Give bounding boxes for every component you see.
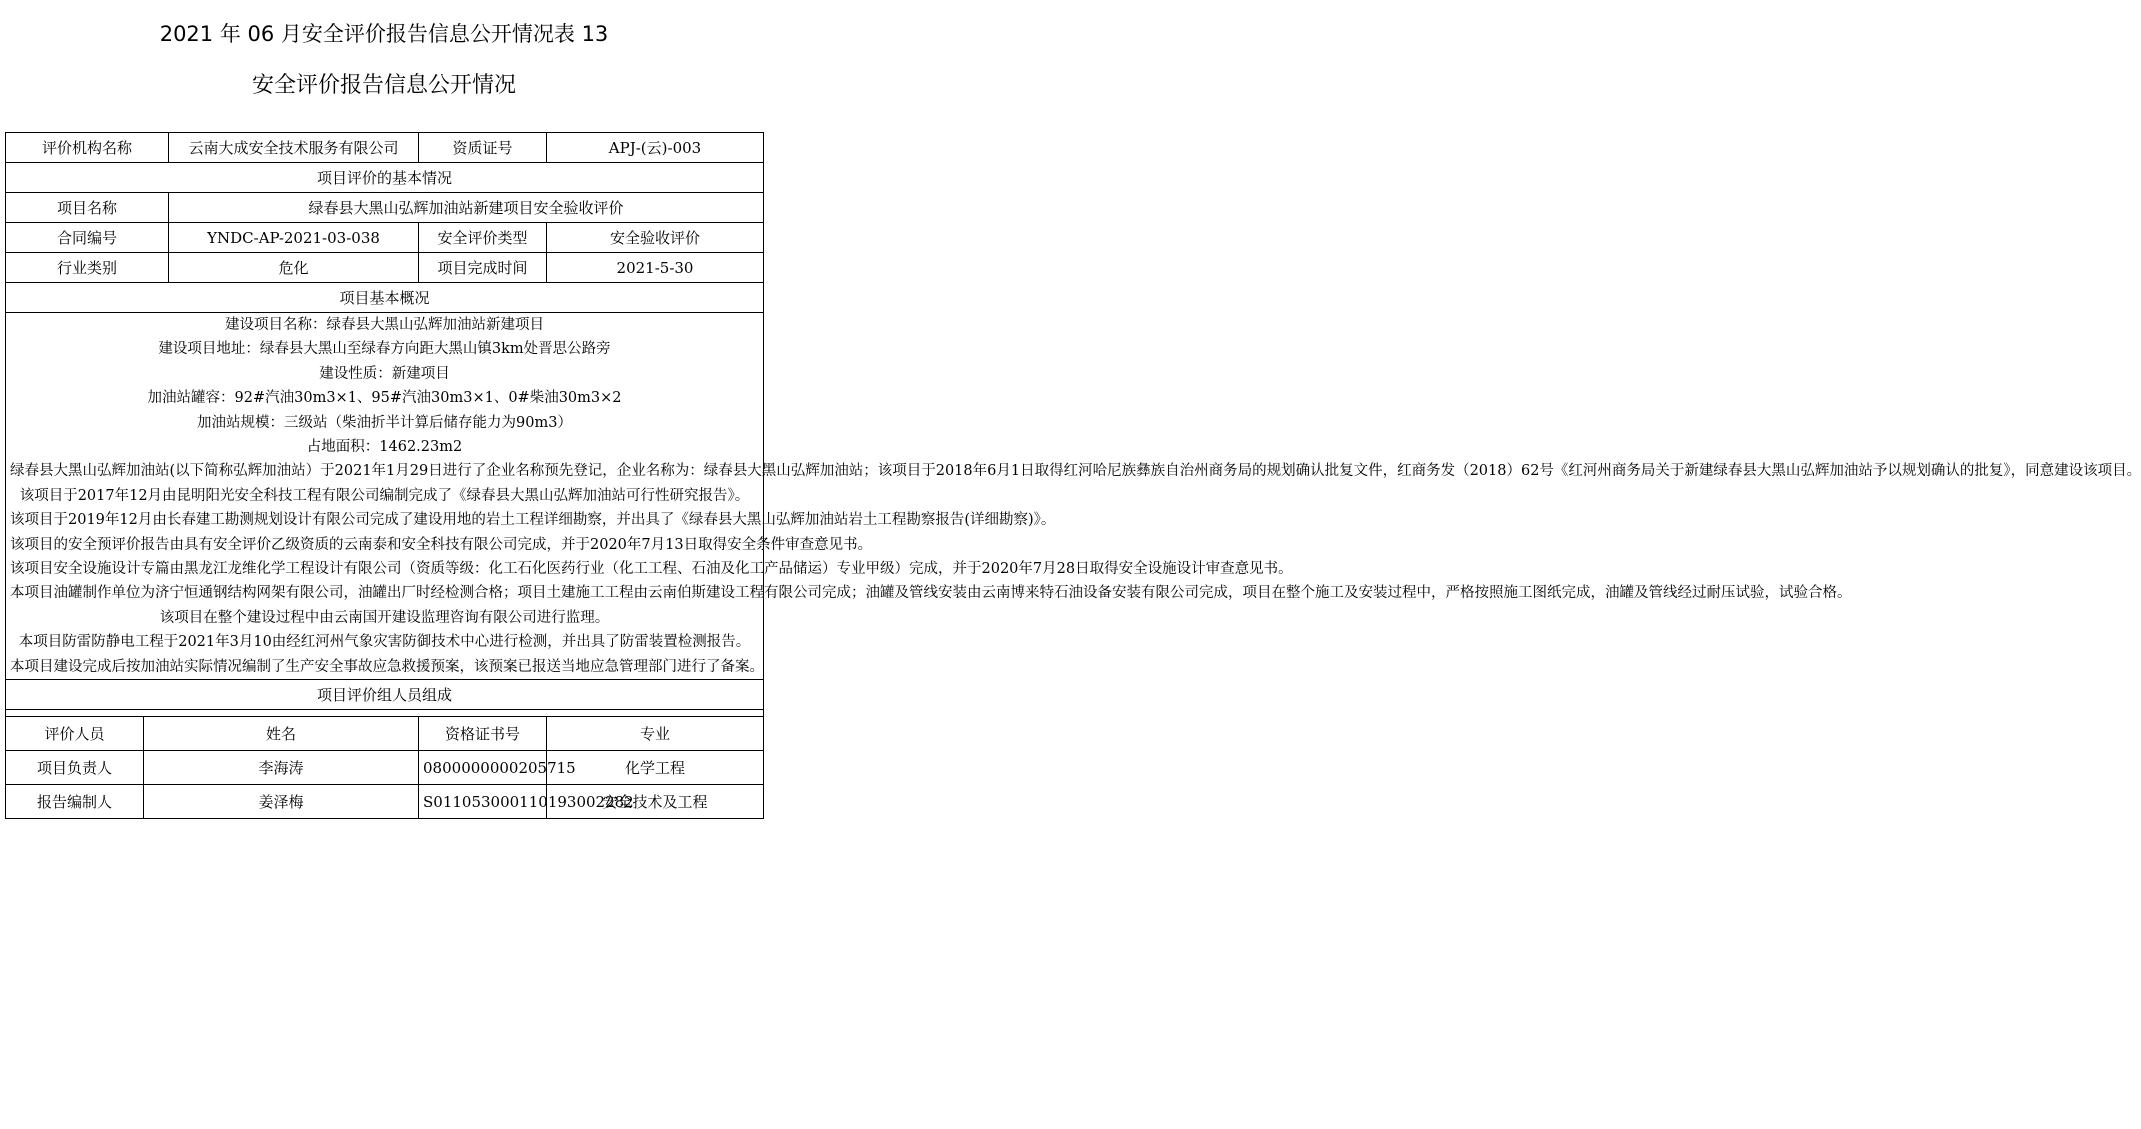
contract-row — [6, 223, 764, 253]
overview-paragraph: 占地面积：1462.23m2 — [306, 439, 463, 456]
page-subtitle: 安全评价报告信息公开情况 — [251, 73, 516, 98]
org-label: 评价机构名称 — [6, 133, 169, 163]
eval-type-label: 安全评价类型 — [419, 223, 547, 253]
team-header-row — [6, 717, 764, 751]
overview-paragraph: 加油站规模：三级站（柴油折半计算后储存能力为90m3） — [197, 414, 572, 431]
basic-section-title: 项目评价的基本情况 — [6, 163, 764, 193]
industry-label: 行业类别 — [6, 253, 169, 283]
overview-paragraph: 本项目建设完成后按加油站实际情况编制了生产安全事故应急救援预案，该预案已报送当地应急管理部门进行了备案。 — [10, 658, 764, 675]
org-value: 云南大成安全技术服务有限公司 — [169, 133, 419, 163]
project-name-row — [6, 193, 764, 223]
contract-label: 合同编号 — [6, 223, 169, 253]
team-role: 项目负责人 — [6, 751, 144, 785]
team-cert: 0800000000205715 — [419, 751, 547, 785]
team-major: 化学工程 — [547, 751, 764, 785]
overview-paragraph: 建设项目地址：绿春县大黑山至绿春方向距大黑山镇3km处晋思公路旁 — [158, 341, 611, 358]
overview-section-title: 项目基本概况 — [6, 283, 764, 313]
disclosure-table — [5, 132, 2141, 819]
page-title: 2021 年 06 月安全评价报告信息公开情况表 13 — [159, 22, 609, 46]
overview-paragraph: 建设项目名称：绿春县大黑山弘辉加油站新建项目 — [225, 317, 544, 333]
overview-paragraph: 该项目于2019年12月由长春建工勘测规划设计有限公司完成了建设用地的岩土工程详细勘察，并出具了《绿春县大黑山弘辉加油站岩土工程勘察报告(详细勘察)》。 — [10, 512, 1056, 529]
finish-value: 2021-5-30 — [547, 253, 764, 283]
cert-label: 资质证号 — [419, 133, 547, 163]
team-name: 李海涛 — [144, 751, 419, 785]
contract-value: YNDC-AP-2021-03-038 — [169, 223, 419, 253]
eval-type-value: 安全验收评价 — [547, 223, 764, 253]
overview-paragraph: 绿春县大黑山弘辉加油站(以下简称弘辉加油站）于2021年1月29日进行了企业名称预先登记，企业名称为：绿春县大黑山弘辉加油站；该项目于2018年6月1日取得红河哈尼族彝族自治州商务局的规划确认批复文件，红商务发（2018）62号《红河州商务局关于新建绿春县大黑山弘辉加油站予以规划确认的批复》，同意建设该项目。 — [10, 463, 2141, 480]
team-spacer — [6, 710, 764, 717]
team-section-title: 项目评价组人员组成 — [6, 680, 764, 710]
team-header-major: 专业 — [547, 717, 764, 751]
cert-value: APJ-(云)-003 — [547, 133, 764, 163]
industry-row — [6, 253, 764, 283]
table-row — [6, 751, 764, 785]
project-name-value: 绿春县大黑山弘辉加油站新建项目安全验收评价 — [169, 193, 764, 223]
industry-value: 危化 — [169, 253, 419, 283]
overview-content — [6, 313, 2141, 680]
finish-label: 项目完成时间 — [419, 253, 547, 283]
overview-paragraph: 本项目油罐制作单位为济宁恒通钢结构网架有限公司，油罐出厂时经检测合格；项目土建施工工程由云南伯斯建设工程有限公司完成；油罐及管线安装由云南博来特石油设备安装有限公司完成，项目在整个施工及安装过程中，严格按照施工图纸完成，油罐及管线经过耐压试验，试验合格。 — [10, 585, 1852, 602]
overview-paragraph: 本项目防雷防静电工程于2021年3月10由经红河州气象灾害防御技术中心进行检测，并出具了防雷装置检测报告。 — [18, 634, 751, 651]
table-row — [6, 785, 764, 819]
team-major: 安全技术及工程 — [547, 785, 764, 819]
org-row — [6, 133, 764, 163]
team-cert: S011053000110193002282 — [419, 785, 547, 819]
team-role: 报告编制人 — [6, 785, 144, 819]
team-header-name: 姓名 — [144, 717, 419, 751]
overview-paragraph: 该项目的安全预评价报告由具有安全评价乙级资质的云南泰和安全科技有限公司完成，并于2020年7月13日取得安全条件审查意见书。 — [10, 536, 873, 553]
team-name: 姜泽梅 — [144, 785, 419, 819]
team-header-cert: 资格证书号 — [419, 717, 547, 751]
team-header-role: 评价人员 — [6, 717, 144, 751]
overview-paragraph: 建设性质：新建项目 — [319, 365, 450, 382]
overview-paragraph: 该项目于2017年12月由昆明阳光安全科技工程有限公司编制完成了《绿春县大黑山弘辉加油站可行性研究报告》。 — [19, 487, 750, 504]
project-name-label: 项目名称 — [6, 193, 169, 223]
overview-paragraph: 该项目安全设施设计专篇由黑龙江龙维化学工程设计有限公司（资质等级：化工石化医药行业（化工工程、石油及化工产品储运）专业甲级）完成，并于2020年7月28日取得安全设施设计审查意见书。 — [10, 561, 1293, 578]
overview-paragraph: 该项目在整个建设过程中由云南国开建设监理咨询有限公司进行监理。 — [159, 609, 610, 626]
overview-paragraph: 加油站罐容：92#汽油30m3×1、95#汽油30m3×1、0#柴油30m3×2 — [147, 390, 622, 407]
